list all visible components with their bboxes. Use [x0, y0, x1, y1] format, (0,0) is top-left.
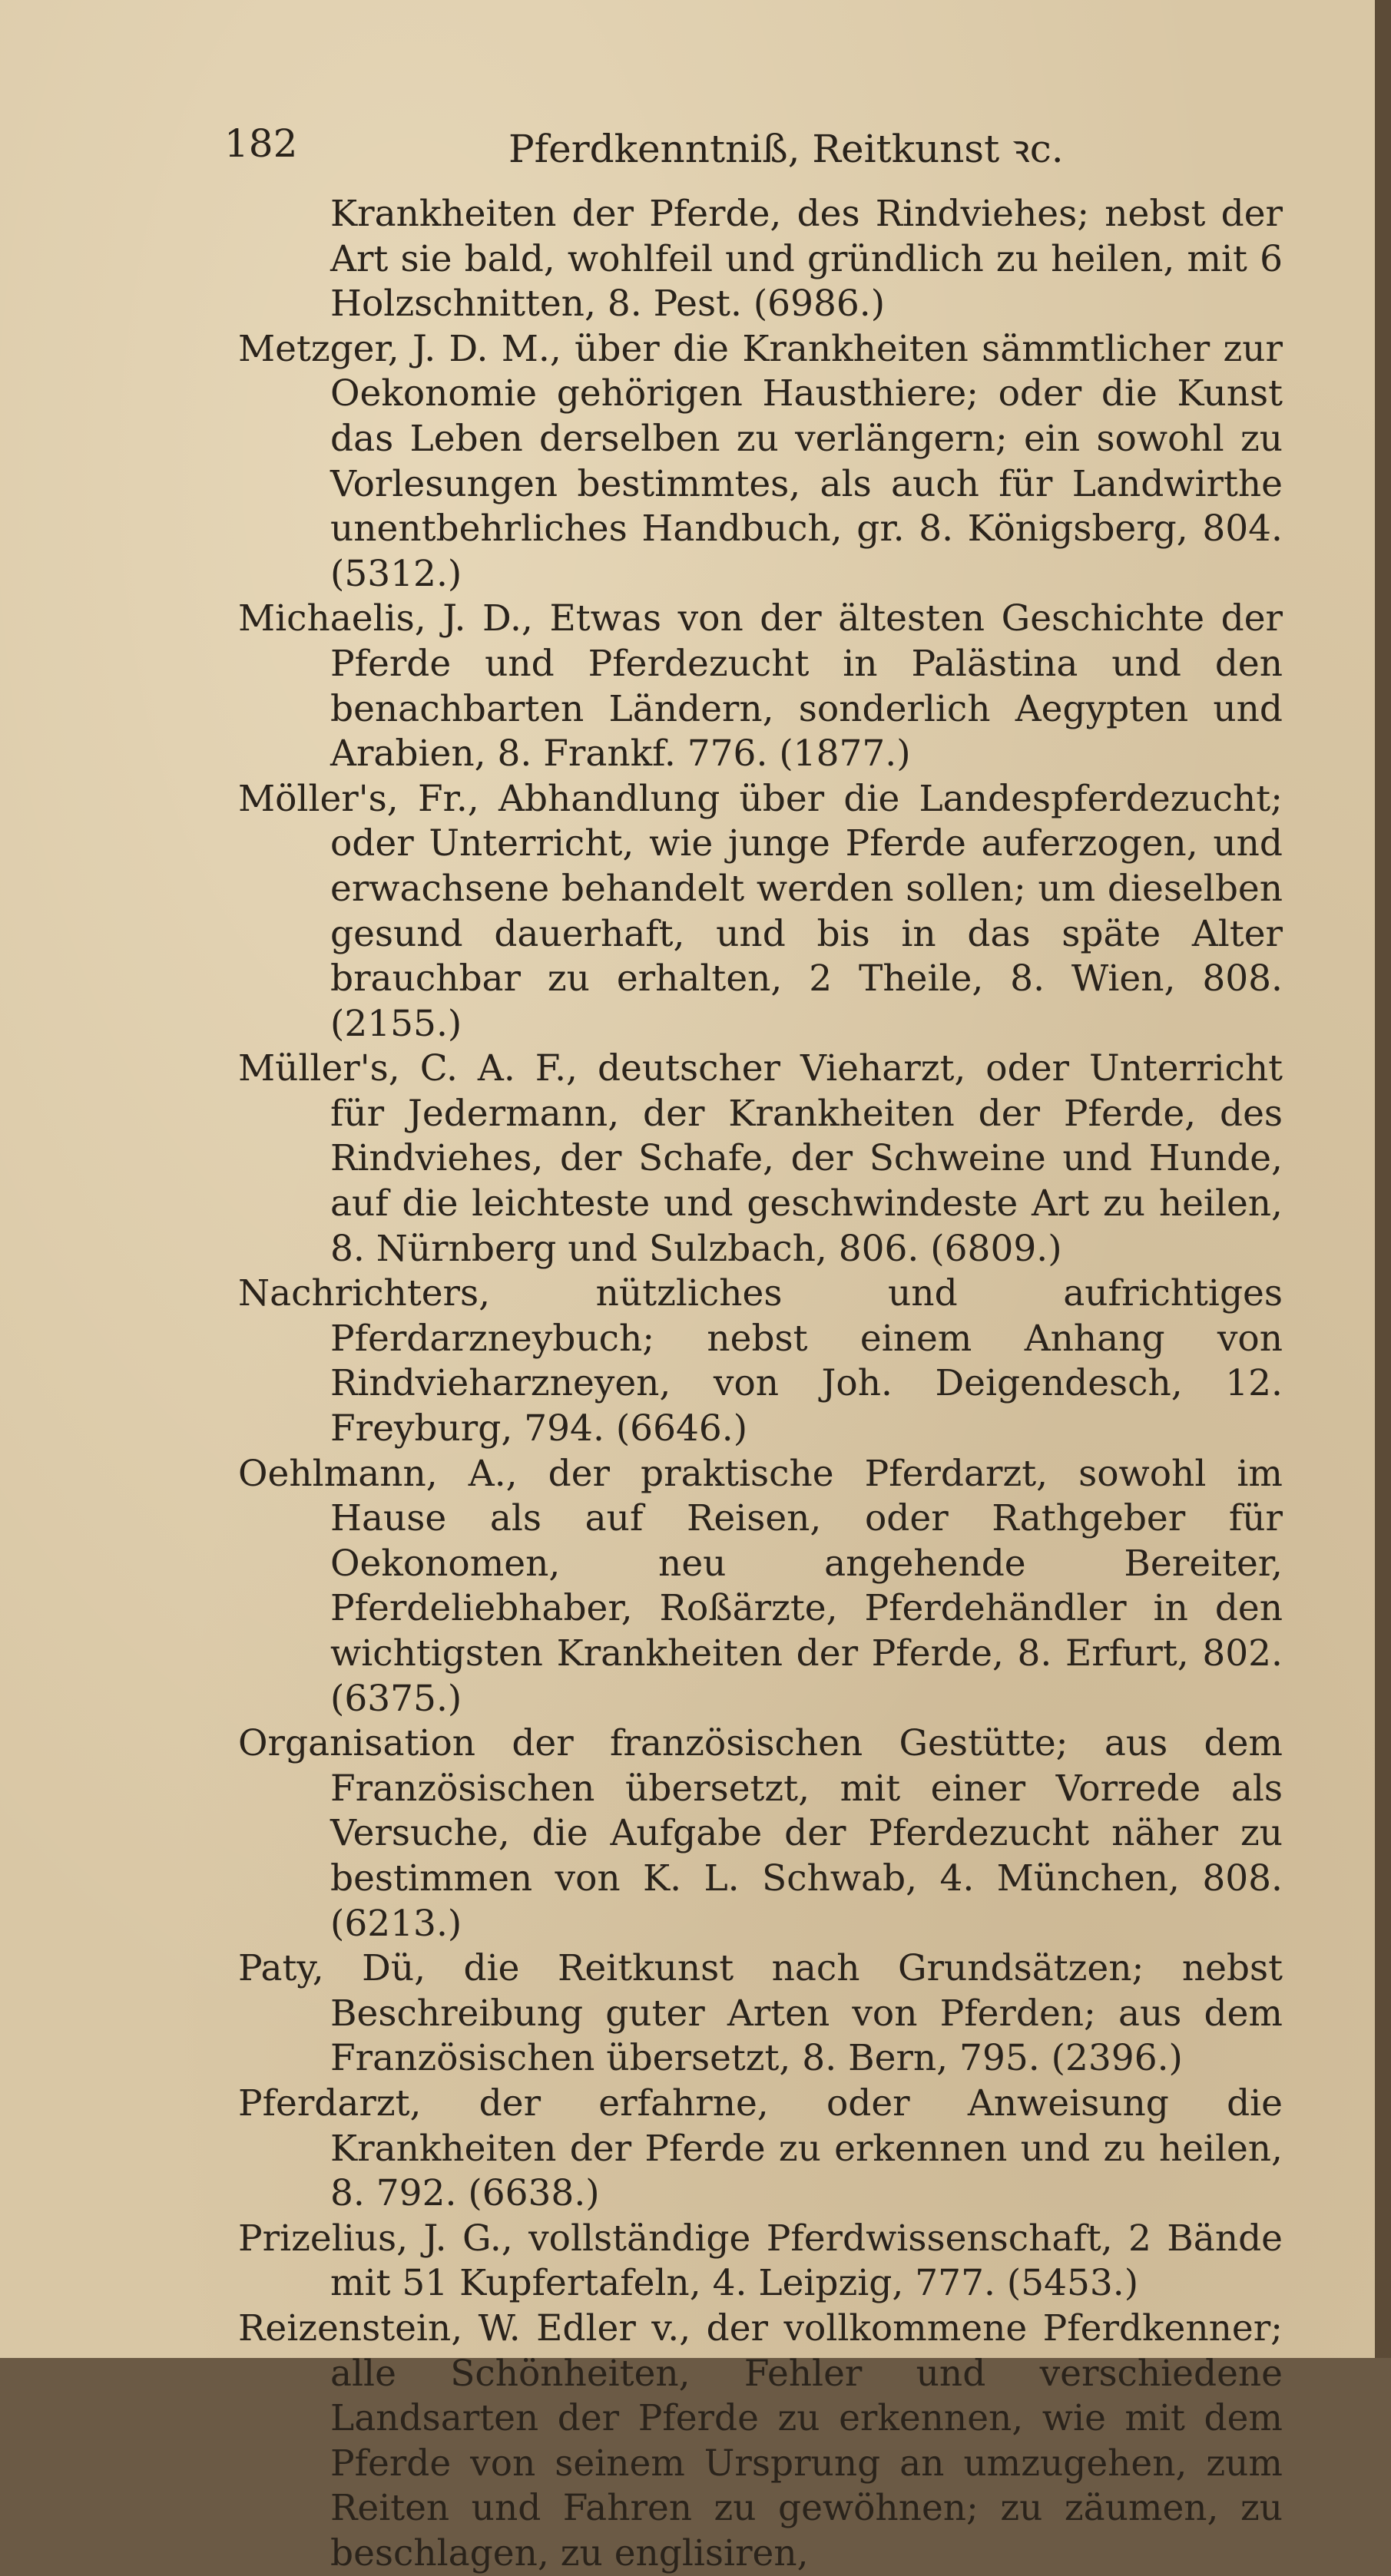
bibliography-entry: Michaelis, J. D., Etwas von der ältesten Geschichte der Pferde und Pferdezucht in Palästina und den benachbarten Ländern, sonderlich Aegypten und Arabien, 8. Frankf. 776. (1877.) — [238, 597, 1283, 775]
page-number: 182 — [224, 121, 298, 166]
bibliography-entry: Möller's, Fr., Abhandlung über die Landespferdezucht; oder Unterricht, wie junge Pferde auferzogen, und erwachsene behandelt werden sollen; um dieselben gesund dauerhaft, und bis in das späte Alter brauchbar zu erhalten, 2 Theile, 8. Wien, 808. (2155.) — [238, 777, 1283, 1045]
bibliography-entry: Müller's, C. A. F., deutscher Vieharzt, oder Unterricht für Jedermann, der Krankheiten der Pferde, des Rindviehes, der Schafe, der Schweine und Hunde, auf die leichteste und geschwindeste Art zu heilen, 8. Nürnberg und Sulzbach, 806. (6809.) — [238, 1047, 1283, 1270]
bibliography-entry: Paty, Dü, die Reitkunst nach Grundsätzen; nebst Beschreibung guter Arten von Pferden; aus dem Französischen übersetzt, 8. Bern, 795. (2396.) — [238, 1947, 1283, 2080]
bibliography-entry: Pferdarzt, der erfahrne, oder Anweisung die Krankheiten der Pferde zu erkennen und zu heilen, 8. 792. (6638.) — [238, 2082, 1283, 2215]
bibliography-entry: Krankheiten der Pferde, des Rindviehes; nebst der Art sie bald, wohlfeil und gründlich zu heilen, mit 6 Holzschnitten, 8. Pest. (6986.) — [330, 193, 1283, 326]
page-edge — [1375, 0, 1391, 2358]
bibliography-entry: Oehlmann, A., der praktische Pferdarzt, sowohl im Hause als auf Reisen, oder Rathgeber für Oekonomen, neu angehende Bereiter, Pferdeliebhaber, Roßärzte, Pferdehändler in den wichtigsten Krankheiten der Pferde, 8. Erfurt, 802. (6375.) — [238, 1452, 1283, 1720]
bibliography-entry: Prizelius, J. G., vollständige Pferdwissenschaft, 2 Bände mit 51 Kupfertafeln, 4. Leipzig, 777. (5453.) — [238, 2217, 1283, 2305]
bibliography-entries — [238, 192, 1283, 2576]
bibliography-entry: Reizenstein, W. Edler v., der vollkommene Pferdkenner; alle Schönheiten, Fehler und verschiedene Landsarten der Pferde zu erkennen, wie mit dem Pferde von seinem Ursprung an umzugehen, zum Reiten und Fahren zu gewöhnen; zu zäumen, zu beschlagen, zu englisiren, — [238, 2306, 1283, 2574]
running-title: Pferdkenntniß, Reitkunst ꝛc. — [508, 127, 1064, 171]
bibliography-entry: Organisation der französischen Gestütte; aus dem Französischen übersetzt, mit einer Vorrede als Versuche, die Aufgabe der Pferdezucht näher zu bestimmen von K. L. Schwab, 4. München, 808. (6213.) — [238, 1722, 1283, 1945]
bibliography-entry: Metzger, J. D. M., über die Krankheiten sämmtlicher zur Oekonomie gehörigen Hausthiere; oder die Kunst das Leben derselben zu verlängern; ein sowohl zu Vorlesungen bestimmtes, als auch für Landwirthe unentbehrliches Handbuch, gr. 8. Königsberg, 804. (5312.) — [238, 327, 1283, 595]
page-header — [224, 121, 1300, 175]
bibliography-entry: Nachrichters, nützliches und aufrichtiges Pferdarzneybuch; nebst einem Anhang von Rindvieharzneyen, von Joh. Deigendesch, 12. Freyburg, 794. (6646.) — [238, 1272, 1283, 1450]
